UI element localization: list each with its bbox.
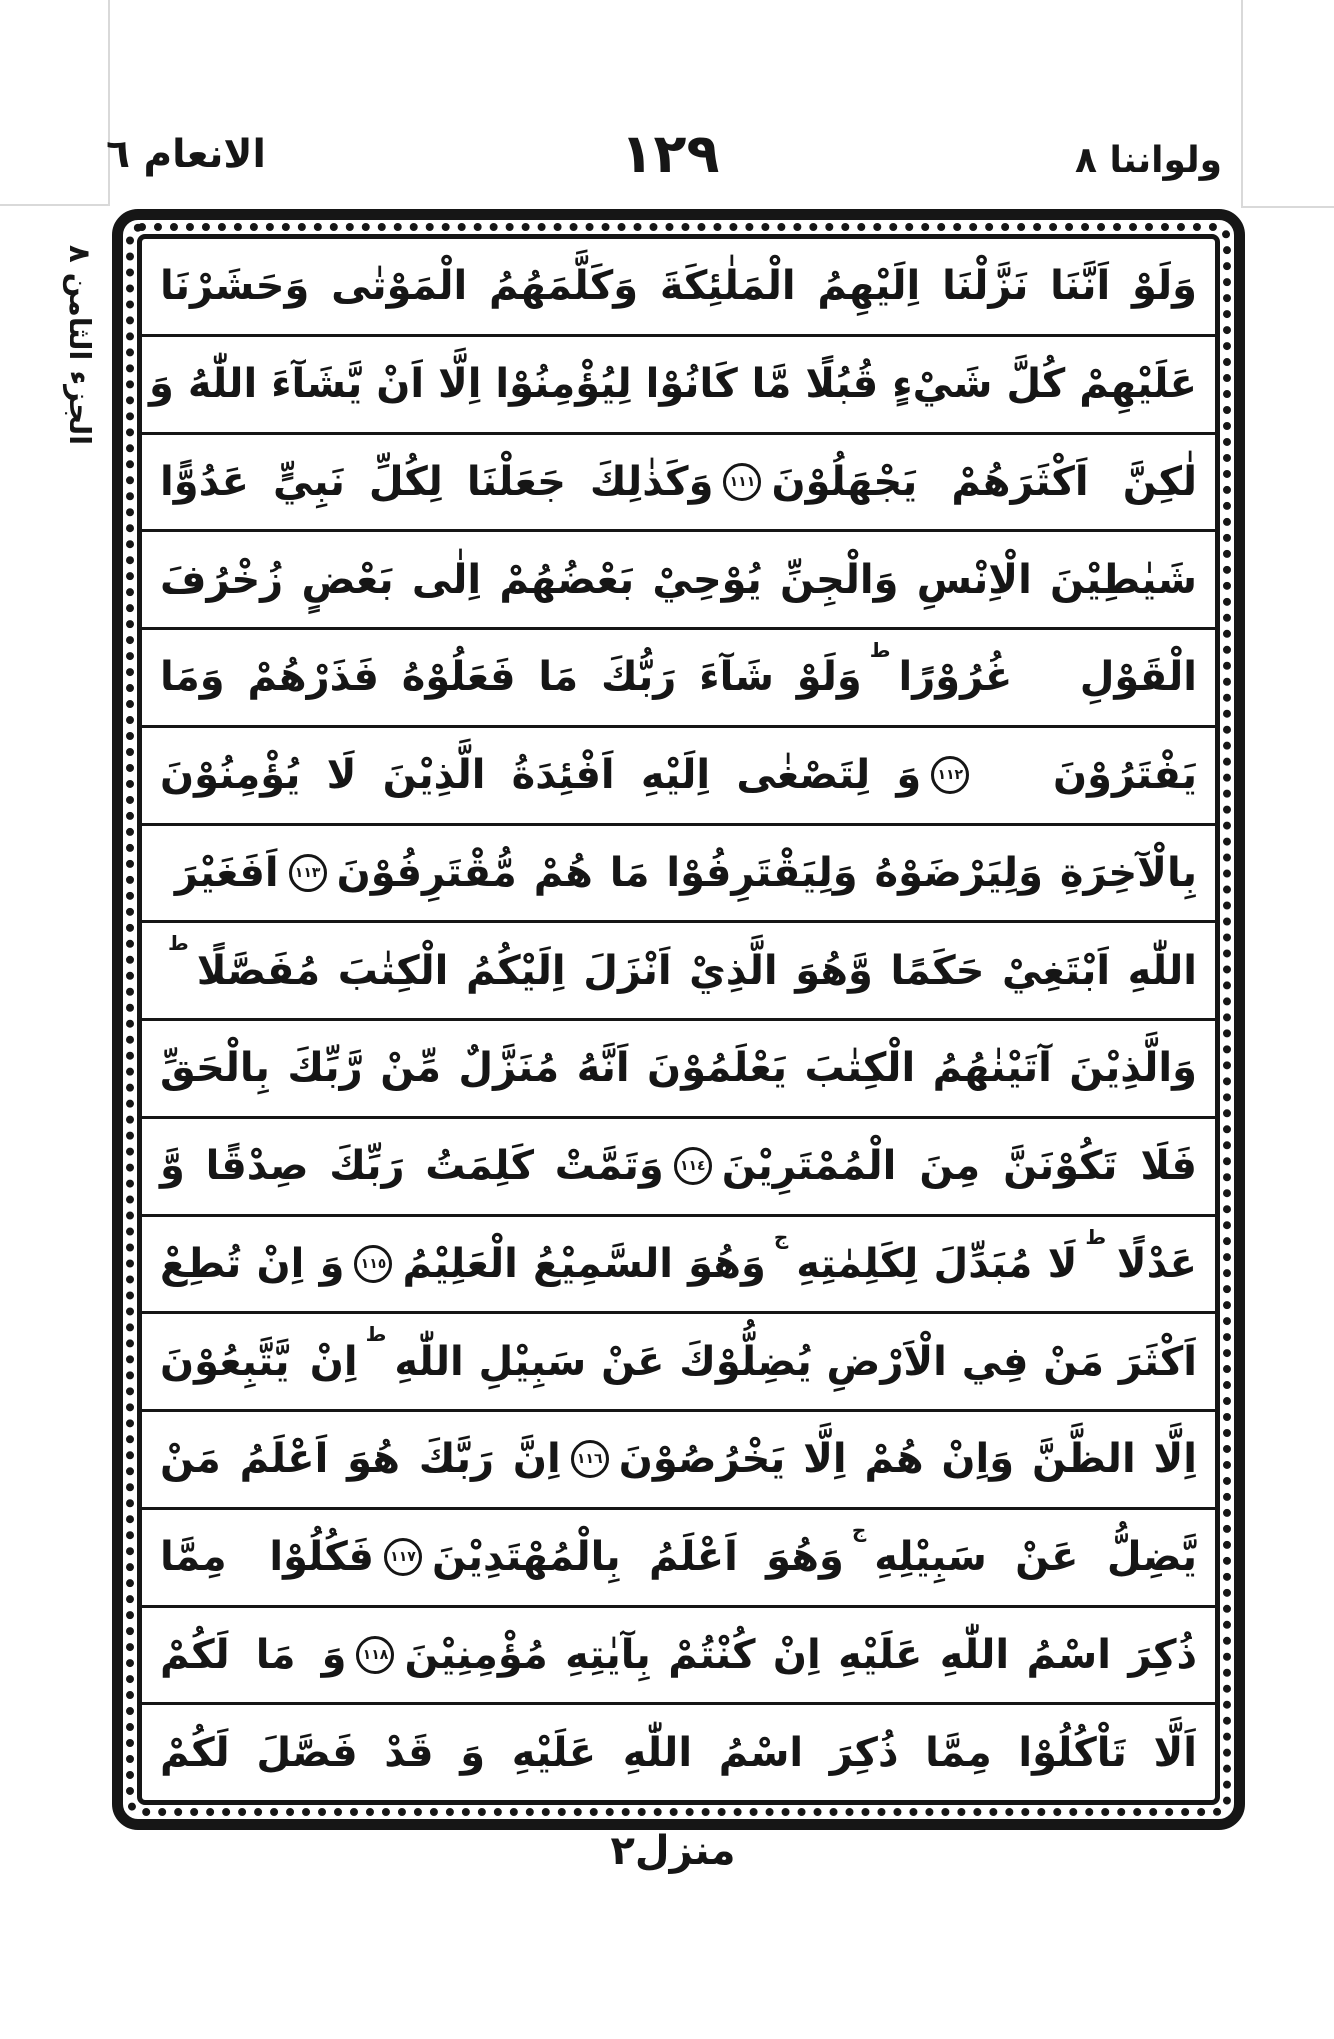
mushaf-line	[142, 239, 1215, 337]
ayah-text: فَكُلُوْا مِمَّا	[160, 1534, 374, 1581]
mushaf-line	[142, 1217, 1215, 1315]
ayah-text: يَّضِلُّ عَنْ سَبِيْلِهِ	[874, 1534, 1197, 1581]
ayah-text: الْقَوْلِ غُرُوْرًا	[898, 654, 1197, 701]
ayah-text: لٰكِنَّ اَكْثَرَهُمْ يَجْهَلُوْنَ	[771, 458, 1197, 505]
juz-name-header: ولواننا ٨	[1074, 140, 1222, 181]
scan-fold-line-right-vertical	[1241, 0, 1243, 208]
ayah-text: بِالْآخِرَةِ وَلِيَرْضَوْهُ وَلِيَقْتَرِفُوْا مَا هُمْ مُّقْتَرِفُوْنَ	[336, 849, 1197, 896]
verse-number-badge: ١١٣	[289, 854, 327, 892]
bead-chain-border	[126, 223, 1231, 1816]
ayah-text: وَهُوَ اَعْلَمُ بِالْمُهْتَدِيْنَ	[431, 1534, 844, 1581]
pause-mark: ط	[168, 931, 189, 956]
verse-number-badge: ١١٨	[356, 1636, 394, 1674]
mushaf-line	[142, 630, 1215, 728]
ayah-text: اَفَغَيْرَ	[174, 849, 279, 896]
pause-mark: ط	[1085, 1224, 1107, 1249]
mushaf-line	[142, 1608, 1215, 1706]
mushaf-line	[142, 532, 1215, 630]
scan-fold-line-left-horizontal	[0, 204, 110, 206]
pause-mark: ج	[773, 1224, 789, 1249]
mushaf-line	[142, 1510, 1215, 1608]
ayah-text: وَتَمَّتْ كَلِمَتُ رَبِّكَ صِدْقًا وَّ	[159, 1143, 664, 1190]
verse-number-badge: ١١٦	[571, 1440, 609, 1478]
mushaf-line	[142, 337, 1215, 435]
ayah-text: وَلَوْ شَآءَ رَبُّكَ مَا فَعَلُوْهُ فَذَرْهُمْ وَمَا	[160, 654, 862, 701]
ayah-text: وَالَّذِيْنَ آتَيْنٰهُمُ الْكِتٰبَ يَعْلَمُوْنَ اَنَّهُ مُنَزَّلٌ مِّنْ رَّبِّكَ بِالْحَقِّ	[160, 1045, 1197, 1092]
ayah-text: اِلَّا الظَّنَّ وَاِنْ هُمْ اِلَّا يَخْرُصُوْنَ	[618, 1436, 1197, 1483]
mushaf-lines	[142, 239, 1215, 1800]
pause-mark: ج	[851, 1517, 867, 1542]
mushaf-line	[142, 923, 1215, 1021]
page-number: ١٢٩	[620, 122, 720, 185]
verse-number-badge: ١١٢	[931, 756, 969, 794]
ayah-text: لَا مُبَدِّلَ لِكَلِمٰتِهِ	[796, 1240, 1078, 1287]
mushaf-line	[142, 826, 1215, 924]
ayah-text: فَلَا تَكُوْنَنَّ مِنَ الْمُمْتَرِيْنَ	[721, 1143, 1197, 1190]
ayah-text: شَيٰطِيْنَ الْاِنْسِ وَالْجِنِّ يُوْحِيْ بَعْضُهُمْ اِلٰى بَعْضٍ زُخْرُفَ	[160, 556, 1197, 603]
pause-mark: ط	[869, 638, 891, 662]
text-frame-inner-border	[137, 234, 1220, 1805]
scan-fold-line-right-horizontal	[1241, 206, 1334, 208]
ayah-text: اِنَّ رَبَّكَ هُوَ اَعْلَمُ مَنْ	[159, 1436, 561, 1483]
ayah-text: اَكْثَرَ مَنْ فِي الْاَرْضِ يُضِلُّوْكَ عَنْ سَبِيْلِ اللّٰهِ	[394, 1338, 1197, 1385]
manzil-footer: منزل٢	[610, 1828, 736, 1874]
ayah-text: اَلَّا تَاْكُلُوْا مِمَّا ذُكِرَ اسْمُ اللّٰهِ عَلَيْهِ وَ قَدْ فَصَّلَ لَكُمْ	[160, 1729, 1197, 1776]
juz-margin-note: الجزء الثامن ٨	[63, 244, 97, 446]
surah-name-header: الانعام ٦	[106, 132, 266, 177]
verse-number-badge: ١١٧	[384, 1538, 422, 1576]
decorative-frame-outer-border	[112, 209, 1245, 1830]
mushaf-line	[142, 1021, 1215, 1119]
mushaf-line	[142, 1705, 1215, 1800]
ayah-text: وَهُوَ السَّمِيْعُ الْعَلِيْمُ	[402, 1240, 766, 1287]
verse-number-badge: ١١١	[723, 463, 761, 501]
verse-number-badge: ١١٤	[674, 1147, 712, 1185]
mushaf-line	[142, 1314, 1215, 1412]
ayah-text: اللّٰهِ اَبْتَغِيْ حَكَمًا وَّهُوَ الَّذِيْ اَنْزَلَ اِلَيْكُمُ الْكِتٰبَ مُفَصَّلًا	[196, 947, 1197, 994]
pause-mark: ط	[365, 1322, 387, 1347]
mushaf-line	[142, 728, 1215, 826]
ayah-text: وَلَوْ اَنَّنَا نَزَّلْنَا اِلَيْهِمُ الْمَلٰئِكَةَ وَكَلَّمَهُمُ الْمَوْتٰى وَحَشَرْنَا	[160, 263, 1197, 310]
ayah-text: وَكَذٰلِكَ جَعَلْنَا لِكُلِّ نَبِيٍّ عَدُوًّا	[160, 458, 714, 505]
mushaf-line	[142, 1412, 1215, 1510]
ayah-text: عَدْلًا	[1116, 1240, 1197, 1287]
ayah-text: وَ اِنْ تُطِعْ	[160, 1240, 345, 1287]
verse-number-badge: ١١٥	[354, 1245, 392, 1283]
mushaf-line	[142, 1119, 1215, 1217]
ayah-text: عَلَيْهِمْ كُلَّ شَيْءٍ قُبُلًا مَّا كَانُوْا لِيُؤْمِنُوْا اِلَّا اَنْ يَّشَآءَ اللّٰهُ وَ	[149, 361, 1197, 408]
mushaf-line	[142, 435, 1215, 533]
ayah-text: يَفْتَرُوْنَ	[1052, 752, 1197, 799]
ayah-text: وَ مَا لَكُمْ	[159, 1631, 347, 1678]
ayah-text: اِنْ يَّتَّبِعُوْنَ	[160, 1338, 358, 1385]
ayah-text: ذُكِرَ اسْمُ اللّٰهِ عَلَيْهِ اِنْ كُنْتُمْ بِآيٰتِهِ مُؤْمِنِيْنَ	[404, 1631, 1197, 1678]
ayah-text: وَ لِتَصْغٰى اِلَيْهِ اَفْئِدَةُ الَّذِيْنَ لَا يُؤْمِنُوْنَ	[159, 752, 922, 799]
